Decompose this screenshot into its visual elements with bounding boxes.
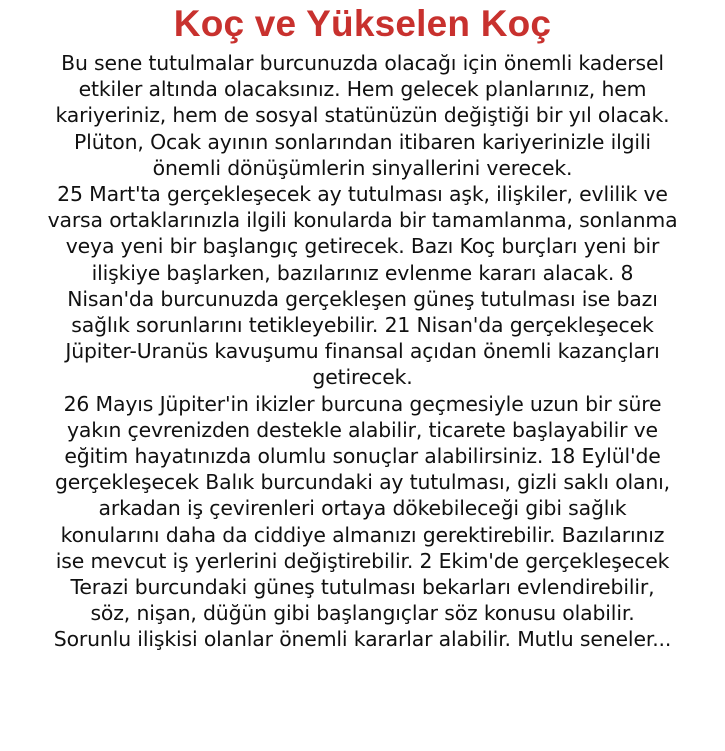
text-line: sağlık sorunlarını tetikleyebilir. 21 Nisan'da gerçekleşecek [71,313,654,338]
text-line: söz, nişan, düğün gibi başlangıçlar söz konusu olabilir. [90,601,635,626]
text-line: Sorunlu ilişkisi olanlar önemli kararlar alabilir. Mutlu seneler... [53,627,672,652]
text-line: konularını daha da ciddiye almanızı gerektirebilir. Bazılarınız [60,522,665,547]
text-line: veya yeni bir başlangıç getirecek. Bazı Koç burçları yeni bir [65,234,660,259]
text-line: varsa ortaklarınızla ilgili konularda bir tamamlanma, sonlanma [47,208,678,233]
text-line: arkadan iş çevirenleri ortaya dökebileceği gibi sağlık [98,496,627,521]
text-line: kariyeriniz, hem de sosyal statünüzün değiştiği bir yıl olacak. [55,103,670,128]
text-line: getirecek. [312,365,413,390]
text-line: ilişkiye başlarken, bazılarınız evlenme kararı alacak. 8 [91,260,634,285]
page-title: Koç ve Yükselen Koç [173,3,552,44]
text-line: gerçekleşecek Balık burcundaki ay tutulması, gizli saklı olanı, [54,470,671,495]
text-line: Plüton, Ocak ayının sonlarından itibaren kariyerinizle ilgili [74,129,651,154]
text-line: 25 Mart'ta gerçekleşecek ay tutulması aşk, ilişkiler, evlilik ve [57,182,668,207]
text-line: yakın çevrenizden destekle alabilir, ticarete başlayabilir ve [67,417,658,442]
horoscope-text [0,50,725,653]
text-line: Bu sene tutulmalar burcunuzda olacağı için önemli kadersel [61,51,664,75]
text-line: önemli dönüşümlerin sinyallerini verecek. [152,155,573,180]
text-line: etkiler altında olacaksınız. Hem gelecek planlarınız, hem [78,77,647,102]
text-line: ise mevcut iş yerlerini değiştirebilir. 2 Ekim'de gerçekleşecek [55,548,670,573]
text-line: Terazi burcundaki güneş tutulması bekarları evlendirebilir, [70,575,655,600]
text-line: Jüpiter-Uranüs kavuşumu finansal açıdan önemli kazançları [65,339,660,364]
text-line: eğitim hayatınızda olumlu sonuçlar alabilirsiniz. 18 Eylül'de [64,444,661,469]
text-line: 26 Mayıs Jüpiter'in ikizler burcuna geçmesiyle uzun bir süre [63,391,662,416]
text-line: Nisan'da burcunuzda gerçekleşen güneş tutulması ise bazı [67,286,658,311]
